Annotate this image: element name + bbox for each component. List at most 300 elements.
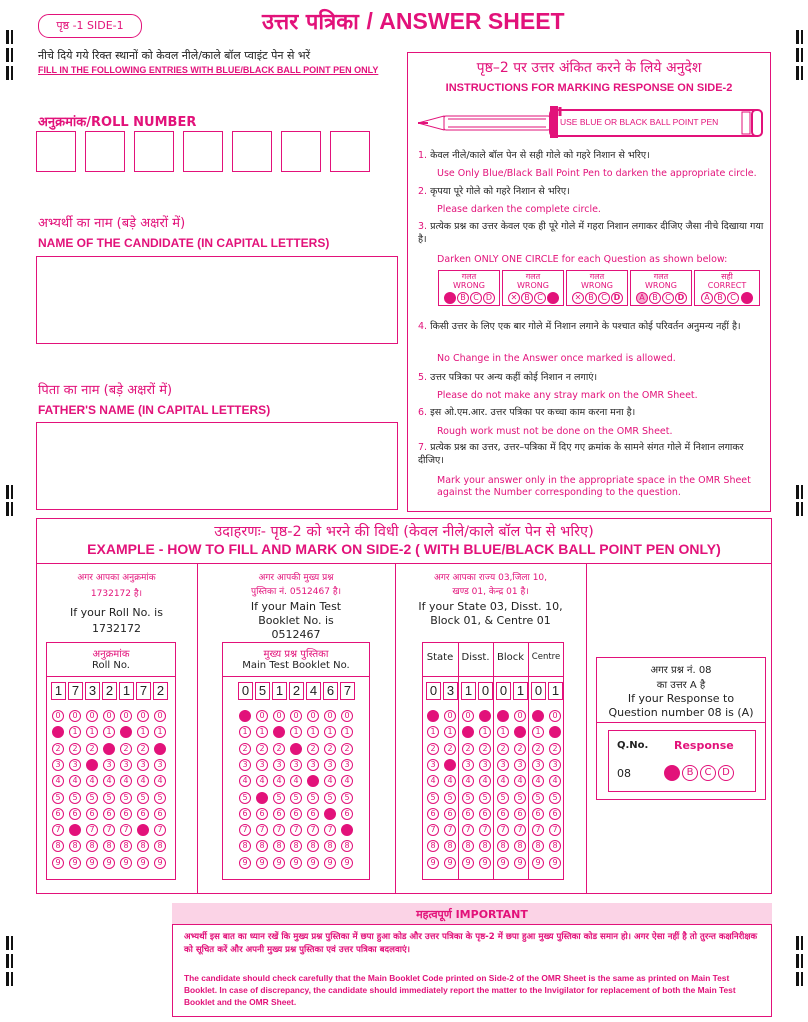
important-title: महत्वपूर्ण IMPORTANT: [416, 908, 528, 921]
instruction-num: 4.: [418, 321, 428, 332]
omr-bubble: 8: [514, 840, 526, 852]
omr-bubble: 7: [103, 824, 115, 836]
roll-grid-head-hi: अनुक्रमांक: [92, 649, 130, 660]
omr-bubble: 1: [549, 726, 561, 738]
roll-grid-head-en: Roll No.: [92, 660, 130, 671]
omr-bubble: 0: [514, 710, 526, 722]
example-bubble: C: [470, 292, 482, 304]
booklet-digit: 0: [238, 682, 253, 700]
omr-bubble: 8: [462, 840, 474, 852]
instruction-item-6: [418, 405, 764, 418]
omr-bubble: 9: [532, 857, 544, 869]
omr-bubble: 0: [444, 710, 456, 722]
omr-bubble: 6: [86, 808, 98, 820]
state-col-sep: [493, 642, 494, 880]
roll-digit: 3: [85, 682, 100, 700]
example-bubble: D: [611, 292, 623, 304]
omr-bubble: 4: [497, 775, 509, 787]
title-hi: उत्तर पत्रिका: [262, 10, 359, 35]
omr-bubble: 7: [154, 824, 166, 836]
father-label-hi: पिता का नाम (बड़े अक्षरों में): [38, 383, 173, 398]
roll-ex-hi1: अगर आपका अनुक्रमांक: [77, 573, 156, 583]
omr-bubble: 8: [532, 840, 544, 852]
instruction-num: 3.: [418, 221, 428, 232]
omr-bubble: 1: [307, 726, 319, 738]
instruction-num: 5.: [418, 372, 428, 383]
omr-bubble: 6: [427, 808, 439, 820]
example-en: WRONG: [581, 281, 613, 290]
omr-bubble: 3: [549, 759, 561, 771]
instruction-hi: किसी उत्तर के लिए एक बार गोले में निशान लगाने के पश्चात कोई परिवर्तन अनुमन्य नहीं है।: [430, 321, 741, 332]
omr-bubble: 0: [154, 710, 166, 722]
omr-bubble: 2: [69, 743, 81, 755]
omr-bubble: 4: [341, 775, 353, 787]
omr-bubble: 4: [549, 775, 561, 787]
omr-bubble: 5: [532, 792, 544, 804]
instruction-hi: कृपया पूरे गोले को गहरे निशान से भरिए।: [430, 186, 570, 197]
booklet-digit: 2: [289, 682, 304, 700]
example-bubble: A: [701, 292, 713, 304]
instruction-en-4: No Change in the Answer once marked is allowed.: [437, 353, 676, 364]
omr-bubble: 0: [239, 710, 251, 722]
booklet-ex-hi2: पुस्तिका नं. 0512467 है।: [250, 587, 342, 597]
omr-bubble: 9: [307, 857, 319, 869]
omr-bubble: 7: [532, 824, 544, 836]
omr-bubble: 5: [137, 792, 149, 804]
example-bubble: B: [585, 292, 597, 304]
omr-bubble: 7: [497, 824, 509, 836]
booklet-digit: 5: [255, 682, 270, 700]
omr-bubble: 2: [479, 743, 491, 755]
omr-bubble: 9: [341, 857, 353, 869]
example-bubble: A: [444, 292, 456, 304]
omr-bubble: 8: [154, 840, 166, 852]
omr-bubble: 6: [479, 808, 491, 820]
omr-bubble: 5: [341, 792, 353, 804]
omr-bubble: 7: [444, 824, 456, 836]
example-bubble: B: [649, 292, 661, 304]
father-name-field[interactable]: [36, 422, 398, 510]
state-col-sep: [458, 642, 459, 880]
example-bubble: C: [598, 292, 610, 304]
state-ex-en2: Block 01, & Centre 01: [430, 614, 551, 627]
omr-bubble: 4: [427, 775, 439, 787]
omr-bubble: 5: [549, 792, 561, 804]
omr-bubble: 0: [462, 710, 474, 722]
omr-bubble: 2: [137, 743, 149, 755]
omr-bubble: 7: [69, 824, 81, 836]
booklet-digit: 1: [272, 682, 287, 700]
example-correct: [694, 270, 760, 306]
omr-bubble: 9: [256, 857, 268, 869]
omr-bubble: 5: [86, 792, 98, 804]
omr-bubble: 9: [103, 857, 115, 869]
instruction-en-6: Rough work must not be done on the OMR Sheet.: [437, 426, 673, 437]
omr-bubble: 4: [86, 775, 98, 787]
omr-bubble: 1: [256, 726, 268, 738]
roll-digit: 1: [51, 682, 66, 700]
state-ex-hi1: अगर आपका राज्य 03,जिला 10,: [433, 573, 548, 583]
instruction-en-2: Please darken the complete circle.: [437, 204, 601, 215]
omr-bubble: 8: [120, 840, 132, 852]
omr-bubble: 2: [256, 743, 268, 755]
omr-bubble: 3: [273, 759, 285, 771]
instruction-num: 2.: [418, 186, 428, 197]
omr-bubble: 0: [103, 710, 115, 722]
omr-bubble: 2: [444, 743, 456, 755]
omr-bubble: 9: [52, 857, 64, 869]
omr-bubble: 0: [479, 710, 491, 722]
omr-bubble: 6: [307, 808, 319, 820]
omr-bubble: 3: [256, 759, 268, 771]
omr-bubble: 7: [120, 824, 132, 836]
omr-bubble: 3: [307, 759, 319, 771]
omr-bubble: 4: [52, 775, 64, 787]
important-en: The candidate should check carefully that the Main Booklet Code printed on Side-2 of the OMR Sheet is the same as printed on Main Test Booklet. In case of discrepancy, the candidate should immediately report the matter to the Invigilator for replacement of both the Main Test Booklet and the OMR Sheet.: [184, 973, 736, 1007]
omr-bubble: 7: [290, 824, 302, 836]
instruction-hi: प्रत्येक प्रश्न का उत्तर, उत्तर–पत्रिका में दिए गए क्रमांक के सामने संगत गोले में निशान लगाकर दीजिए।: [418, 442, 744, 466]
omr-bubble: 2: [52, 743, 64, 755]
example-wrong-2: [502, 270, 564, 306]
instruction-item-4: [418, 320, 764, 333]
omr-bubble: 8: [256, 840, 268, 852]
candidate-label-en: NAME OF THE CANDIDATE (IN CAPITAL LETTERS): [38, 236, 330, 250]
omr-bubble: 3: [154, 759, 166, 771]
fill-note-hi: नीचे दिये गये रिक्त स्थानों को केवल नीले/काले बॉल प्वाइंट पेन से भरें: [38, 49, 311, 62]
omr-bubble: 2: [154, 743, 166, 755]
omr-bubble: 8: [290, 840, 302, 852]
response-label: Response: [674, 739, 734, 752]
omr-bubble: 8: [497, 840, 509, 852]
omr-bubble: 4: [290, 775, 302, 787]
omr-bubble: 6: [341, 808, 353, 820]
title-en: / ANSWER SHEET: [366, 8, 565, 34]
omr-bubble: 3: [497, 759, 509, 771]
booklet-digit: 7: [340, 682, 355, 700]
qno-label: Q.No.: [617, 740, 649, 751]
omr-bubble: 8: [549, 840, 561, 852]
omr-bubble: 1: [497, 726, 509, 738]
sheet-title: [262, 6, 565, 36]
omr-bubble: 3: [86, 759, 98, 771]
response-bubble-b: B: [682, 765, 698, 781]
omr-bubble: 9: [290, 857, 302, 869]
omr-bubble: 6: [532, 808, 544, 820]
state-col-head: Disst.: [461, 652, 490, 663]
roll-digit-box[interactable]: [85, 131, 125, 172]
omr-bubble: 8: [239, 840, 251, 852]
instruction-en-1: Use Only Blue/Black Ball Point Pen to darken the appropriate circle.: [437, 168, 757, 179]
instruction-num: 1.: [418, 150, 428, 161]
omr-bubble: 2: [514, 743, 526, 755]
booklet-digit: 6: [323, 682, 338, 700]
omr-bubble: 4: [273, 775, 285, 787]
state-col-sep: [528, 642, 529, 880]
example-wrong-4: [630, 270, 692, 306]
example-bubble: C: [534, 292, 546, 304]
omr-bubble: 1: [341, 726, 353, 738]
omr-bubble: 9: [444, 857, 456, 869]
page-tag: पृष्ठ -1 SIDE-1: [38, 14, 142, 38]
instruction-hi: इस ओ.एम.आर. उत्तर पत्रिका पर कच्चा काम करना मना है।: [430, 407, 636, 418]
omr-bubble: 7: [462, 824, 474, 836]
omr-bubble: 3: [137, 759, 149, 771]
omr-bubble: 4: [239, 775, 251, 787]
state-digit: 1: [461, 682, 476, 700]
omr-bubble: 8: [273, 840, 285, 852]
roll-grid-line: [46, 676, 176, 677]
omr-bubble: 5: [154, 792, 166, 804]
omr-bubble: 1: [120, 726, 132, 738]
roll-number-label: अनुक्रमांक/ROLL NUMBER: [38, 115, 197, 130]
omr-bubble: 9: [154, 857, 166, 869]
omr-bubble: 0: [120, 710, 132, 722]
omr-bubble: 6: [273, 808, 285, 820]
omr-bubble: 5: [479, 792, 491, 804]
omr-bubble: 6: [514, 808, 526, 820]
omr-bubble: 8: [86, 840, 98, 852]
instruction-num: 6.: [418, 407, 428, 418]
roll-ex-hi2: 1732172 है।: [90, 589, 143, 599]
instruction-item-2: [418, 184, 764, 197]
omr-bubble: 6: [103, 808, 115, 820]
omr-bubble: 0: [52, 710, 64, 722]
instruction-item-1: [418, 148, 764, 161]
example-title-hi: उदाहरणः- पृष्ठ-2 को भरने की विधी (केवल नीले/काले बॉल पेन से भरिए): [214, 524, 594, 540]
state-digit: 0: [478, 682, 493, 700]
example-wrong-1: [438, 270, 500, 306]
omr-bubble: 0: [497, 710, 509, 722]
omr-bubble: 9: [462, 857, 474, 869]
omr-bubble: 7: [137, 824, 149, 836]
omr-bubble: 0: [256, 710, 268, 722]
omr-bubble: 5: [497, 792, 509, 804]
response-ex-en1: If your Response to: [627, 692, 735, 705]
omr-bubble: 7: [549, 824, 561, 836]
response-ex-hi1: अगर प्रश्न नं. 08: [650, 665, 712, 676]
omr-bubble: 5: [444, 792, 456, 804]
omr-bubble: 1: [532, 726, 544, 738]
omr-bubble: 1: [462, 726, 474, 738]
state-col-head: Centre: [531, 652, 561, 662]
omr-bubble: 6: [444, 808, 456, 820]
response-ex-line: [596, 722, 766, 723]
roll-digit-box[interactable]: [36, 131, 76, 172]
omr-bubble: 6: [52, 808, 64, 820]
roll-digit-box[interactable]: [281, 131, 321, 172]
state-digit: 3: [443, 682, 458, 700]
example-hi: गलत: [589, 272, 605, 281]
example-bubble: D: [741, 292, 753, 304]
omr-bubble: 1: [479, 726, 491, 738]
omr-bubble: 8: [137, 840, 149, 852]
omr-bubble: 7: [341, 824, 353, 836]
omr-bubble: 9: [479, 857, 491, 869]
omr-bubble: 6: [137, 808, 149, 820]
omr-bubble: 6: [549, 808, 561, 820]
example-wrong-3: [566, 270, 628, 306]
omr-bubble: 7: [239, 824, 251, 836]
omr-bubble: 8: [69, 840, 81, 852]
state-digit: 1: [548, 682, 563, 700]
omr-bubble: 5: [52, 792, 64, 804]
qno-value: 08: [617, 767, 631, 780]
roll-digit-box[interactable]: [330, 131, 370, 172]
instruction-en-5: Please do not make any stray mark on the OMR Sheet.: [437, 390, 698, 401]
omr-bubble: 6: [324, 808, 336, 820]
example-bubble: D: [675, 292, 687, 304]
roll-digit-box[interactable]: [183, 131, 223, 172]
omr-bubble: 9: [549, 857, 561, 869]
omr-bubble: 0: [273, 710, 285, 722]
omr-bubble: 7: [52, 824, 64, 836]
instruction-item-7: [418, 441, 764, 467]
omr-bubble: 1: [514, 726, 526, 738]
state-col-head: Block: [496, 652, 525, 663]
omr-bubble: 4: [462, 775, 474, 787]
omr-bubble: 1: [52, 726, 64, 738]
omr-bubble: 4: [154, 775, 166, 787]
instruction-hi: उत्तर पत्रिका पर अन्य कहीं कोई निशान न लगाएं।: [430, 372, 598, 383]
example-hi: गलत: [525, 272, 541, 281]
omr-bubble: 4: [479, 775, 491, 787]
omr-bubble: 1: [444, 726, 456, 738]
omr-bubble: 2: [290, 743, 302, 755]
omr-bubble: 4: [69, 775, 81, 787]
omr-bubble: 3: [239, 759, 251, 771]
omr-bubble: 1: [69, 726, 81, 738]
fill-note-en: FILL IN THE FOLLOWING ENTRIES WITH BLUE/BLACK BALL POINT PEN ONLY: [38, 65, 379, 75]
omr-bubble: 0: [532, 710, 544, 722]
example-bubble: ✕: [508, 292, 520, 304]
state-digit: 1: [513, 682, 528, 700]
booklet-grid-line: [222, 676, 370, 677]
omr-bubble: 0: [307, 710, 319, 722]
instruction-hi: केवल नीले/काले बॉल पेन से सही गोले को गहरे निशान से भरिए।: [430, 150, 650, 161]
omr-bubble: 9: [427, 857, 439, 869]
roll-digit: 1: [119, 682, 134, 700]
instruction-en-3: Darken ONLY ONE CIRCLE for each Question as shown below:: [437, 254, 728, 265]
omr-bubble: 0: [341, 710, 353, 722]
omr-bubble: 9: [120, 857, 132, 869]
omr-bubble: 3: [532, 759, 544, 771]
omr-bubble: 6: [239, 808, 251, 820]
roll-digit-box[interactable]: [232, 131, 272, 172]
candidate-name-field[interactable]: [36, 256, 398, 344]
instructions-title-hi: पृष्ठ–2 पर उत्तर अंकित करने के लिये अनुदेश: [476, 60, 702, 76]
response-bubble-c: C: [700, 765, 716, 781]
omr-bubble: 5: [256, 792, 268, 804]
omr-bubble: 1: [239, 726, 251, 738]
booklet-ex-hi1: अगर आपकी मुख्य प्रश्न: [258, 573, 334, 583]
instruction-item-5: [418, 370, 764, 383]
omr-bubble: 2: [497, 743, 509, 755]
omr-bubble: 1: [86, 726, 98, 738]
omr-bubble: 6: [462, 808, 474, 820]
omr-bubble: 9: [69, 857, 81, 869]
omr-bubble: 3: [462, 759, 474, 771]
omr-bubble: 4: [256, 775, 268, 787]
omr-bubble: 0: [290, 710, 302, 722]
omr-bubble: 0: [137, 710, 149, 722]
omr-bubble: 8: [324, 840, 336, 852]
omr-bubble: 8: [307, 840, 319, 852]
omr-bubble: 3: [341, 759, 353, 771]
omr-bubble: 7: [273, 824, 285, 836]
omr-bubble: 9: [86, 857, 98, 869]
omr-bubble: 8: [341, 840, 353, 852]
omr-bubble: 1: [273, 726, 285, 738]
state-ex-hi2: खण्ड 01, केन्द्र 01 है।: [452, 587, 529, 597]
omr-bubble: 6: [497, 808, 509, 820]
omr-bubble: 3: [290, 759, 302, 771]
example-bubble: B: [521, 292, 533, 304]
omr-bubble: 6: [154, 808, 166, 820]
instruction-hi: प्रत्येक प्रश्न का उत्तर केवल एक ही पूरे गोले में गहरा निशान लगाकर दीजिए जैसा नीचे दिखाया गया है।: [418, 221, 764, 245]
roll-digit: 7: [136, 682, 151, 700]
roll-digit-box[interactable]: [134, 131, 174, 172]
candidate-label-hi: अभ्यर्थी का नाम (बड़े अक्षरों में): [38, 216, 186, 231]
omr-bubble: 3: [103, 759, 115, 771]
omr-bubble: 5: [120, 792, 132, 804]
omr-bubble: 2: [307, 743, 319, 755]
omr-bubble: 5: [69, 792, 81, 804]
omr-bubble: 7: [427, 824, 439, 836]
omr-bubble: 8: [103, 840, 115, 852]
omr-bubble: 0: [549, 710, 561, 722]
omr-bubble: 2: [239, 743, 251, 755]
example-bubble: C: [727, 292, 739, 304]
booklet-grid-head-hi: मुख्य प्रश्न पुस्तिका: [263, 649, 329, 660]
omr-bubble: 5: [324, 792, 336, 804]
example-bubble: A: [636, 292, 648, 304]
omr-bubble: 4: [103, 775, 115, 787]
omr-bubble: 7: [307, 824, 319, 836]
omr-bubble: 5: [273, 792, 285, 804]
roll-ex-en1: If your Roll No. is: [70, 606, 163, 619]
response-ex-en2: Question number 08 is (A): [608, 706, 754, 719]
omr-bubble: 9: [497, 857, 509, 869]
omr-bubble: 8: [479, 840, 491, 852]
omr-bubble: 6: [256, 808, 268, 820]
omr-bubble: 7: [479, 824, 491, 836]
omr-bubble: 9: [324, 857, 336, 869]
omr-bubble: 2: [532, 743, 544, 755]
roll-digit: 2: [102, 682, 117, 700]
example-hi: सही: [721, 272, 733, 281]
omr-bubble: 9: [137, 857, 149, 869]
omr-bubble: 8: [444, 840, 456, 852]
omr-bubble: 3: [514, 759, 526, 771]
omr-bubble: 2: [273, 743, 285, 755]
response-bubble-d: D: [718, 765, 734, 781]
omr-bubble: 4: [120, 775, 132, 787]
state-digit: 0: [531, 682, 546, 700]
roll-digit: 2: [153, 682, 168, 700]
omr-bubble: 2: [462, 743, 474, 755]
example-bubble: ✕: [572, 292, 584, 304]
example-bubble: C: [662, 292, 674, 304]
example-bubble: B: [457, 292, 469, 304]
omr-bubble: 3: [479, 759, 491, 771]
example-divider: [36, 563, 772, 564]
response-ex-hi2: का उत्तर A है: [656, 680, 706, 691]
omr-bubble: 5: [290, 792, 302, 804]
state-col-head: State: [426, 652, 454, 663]
omr-bubble: 5: [307, 792, 319, 804]
omr-bubble: 2: [86, 743, 98, 755]
instruction-item-3: [418, 220, 764, 246]
